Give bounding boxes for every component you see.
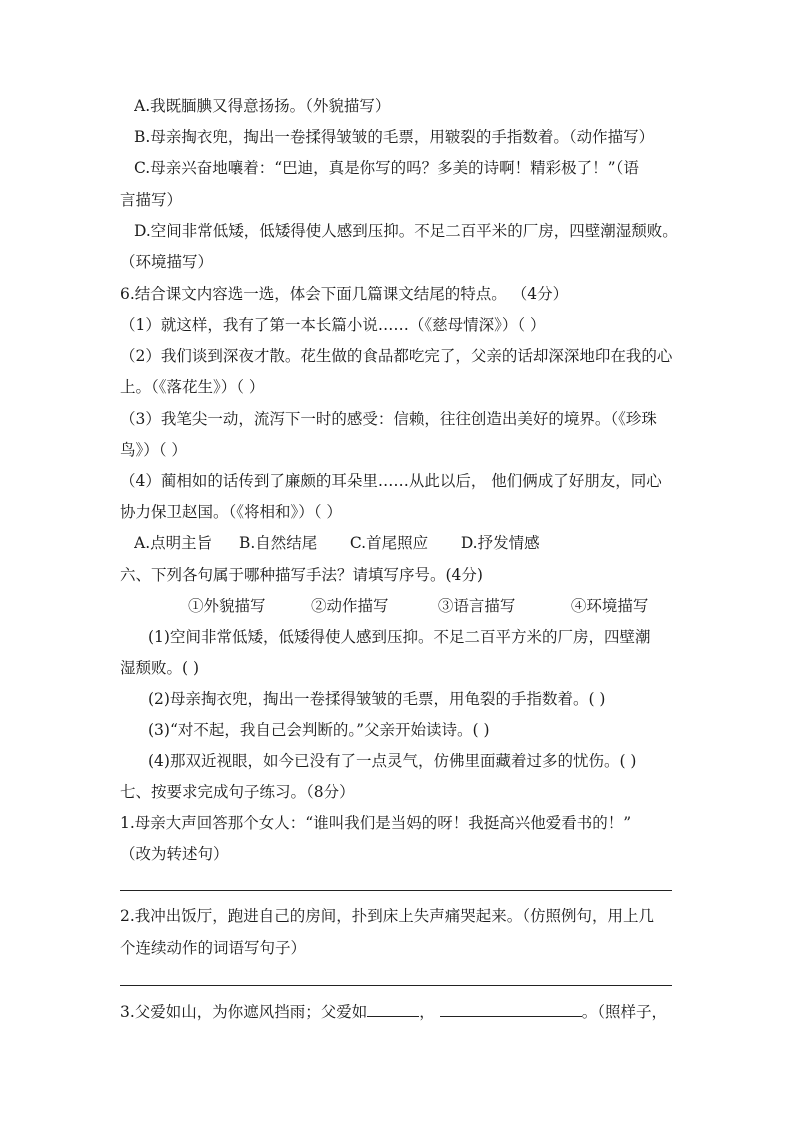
fill-blank-2[interactable] xyxy=(440,1000,582,1017)
q5-option-d-line2: （环境描写） xyxy=(120,253,214,271)
q6-option: A.点明主旨 xyxy=(134,534,213,552)
section7-q2-line2: 个连续动作的词语写句子） xyxy=(120,939,307,957)
fill-blank-1[interactable] xyxy=(367,1000,419,1017)
q5-option-c-line2: 言描写） xyxy=(120,191,183,209)
section6-sentence-1-line2: 湿颓败。( ) xyxy=(120,659,200,677)
answer-line-q1[interactable] xyxy=(120,890,672,891)
section6-sentence-4: (4)那双近视眼，如今已没有了一点灵气，仿佛里面藏着过多的忧伤。( ) xyxy=(148,752,637,770)
q6-option: C.首尾照应 xyxy=(349,534,429,552)
q6-item-1: （1）就这样，我有了第一本长篇小说……（《慈母情深》）（ ） xyxy=(120,316,546,334)
q6-option: D.抒发情感 xyxy=(460,534,540,552)
q6-item-3-line2: 鸟》）（ ） xyxy=(120,441,187,459)
q5-option-a: A.我既腼腆又得意扬扬。（外貌描写） xyxy=(134,97,391,115)
section6-title: 六、下列各句属于哪种描写手法？请填写序号。(4分) xyxy=(120,566,483,584)
section7-q3-text-c: 。（照样子， xyxy=(581,1003,668,1021)
section6-sentence-3: (3)“对不起，我自己会判断的。”父亲开始读诗。( ) xyxy=(148,721,490,739)
q6-options xyxy=(134,533,680,553)
q6-title: 6.结合课文内容选一选，体会下面几篇课文结尾的特点。 （4分） xyxy=(120,285,569,303)
method-option: ①外貌描写 xyxy=(188,597,266,615)
section7-q3-text-b: ， xyxy=(419,1003,435,1021)
q5-option-d-line1: D.空间非常低矮，低矮得使人感到压抑。不足二百平米的厂房，四壁潮湿颓败。 xyxy=(134,222,678,240)
section7-q2-line1: 2.我冲出饭厅，跑进自己的房间，扑到床上失声痛哭起来。（仿照例句，用上几 xyxy=(120,907,655,925)
method-option: ③语言描写 xyxy=(437,597,516,615)
section7-q1-line2: （改为转述句） xyxy=(120,845,229,863)
section7-q3 xyxy=(120,1000,680,1022)
method-option: ②动作描写 xyxy=(310,597,389,615)
q6-item-3-line1: （3）我笔尖一动，流泻下一时的感受：信赖，往往创造出美好的境界。（《珍珠 xyxy=(120,410,657,428)
section6-sentence-2: (2)母亲掏衣兜，掏出一卷揉得皱皱的毛票，用龟裂的手指数着。( ) xyxy=(148,690,606,708)
q5-option-b: B.母亲掏衣兜，掏出一卷揉得皱皱的毛票，用皲裂的手指数着。（动作描写） xyxy=(134,128,655,146)
q6-item-2-line1: （2）我们谈到深夜才散。花生做的食品都吃完了，父亲的话却深深地印在我的心 xyxy=(120,347,673,365)
section7-title: 七、按要求完成句子练习。（8分） xyxy=(120,783,355,801)
q5-option-c-line1: C.母亲兴奋地嚷着：“巴迪，真是你写的吗？多美的诗啊！精彩极了！”（语 xyxy=(134,159,639,177)
section7-q3-text-a: 3.父爱如山，为你遮风挡雨；父爱如 xyxy=(120,1003,368,1021)
q6-item-2-line2: 上。（《落花生》）（ ） xyxy=(120,378,265,396)
q6-item-4-line1: （4）蔺相如的话传到了廉颇的耳朵里……从此以后， 他们俩成了好朋友，同心 xyxy=(120,472,662,490)
method-option: ④环境描写 xyxy=(570,597,649,615)
answer-line-q2[interactable] xyxy=(120,985,672,986)
section7-q1-line1: 1.母亲大声回答那个女人：“谁叫我们是当妈的呀！我挺高兴他爱看书的！” xyxy=(120,814,632,832)
section6-sentence-1-line1: (1)空间非常低矮，低矮得使人感到压抑。不足二百平方米的厂房，四壁潮 xyxy=(148,628,651,646)
q6-option: B.自然结尾 xyxy=(238,534,318,552)
section6-methods xyxy=(188,596,680,616)
q6-item-4-line2: 协力保卫赵国。（《将相和》）（ ） xyxy=(120,503,342,521)
